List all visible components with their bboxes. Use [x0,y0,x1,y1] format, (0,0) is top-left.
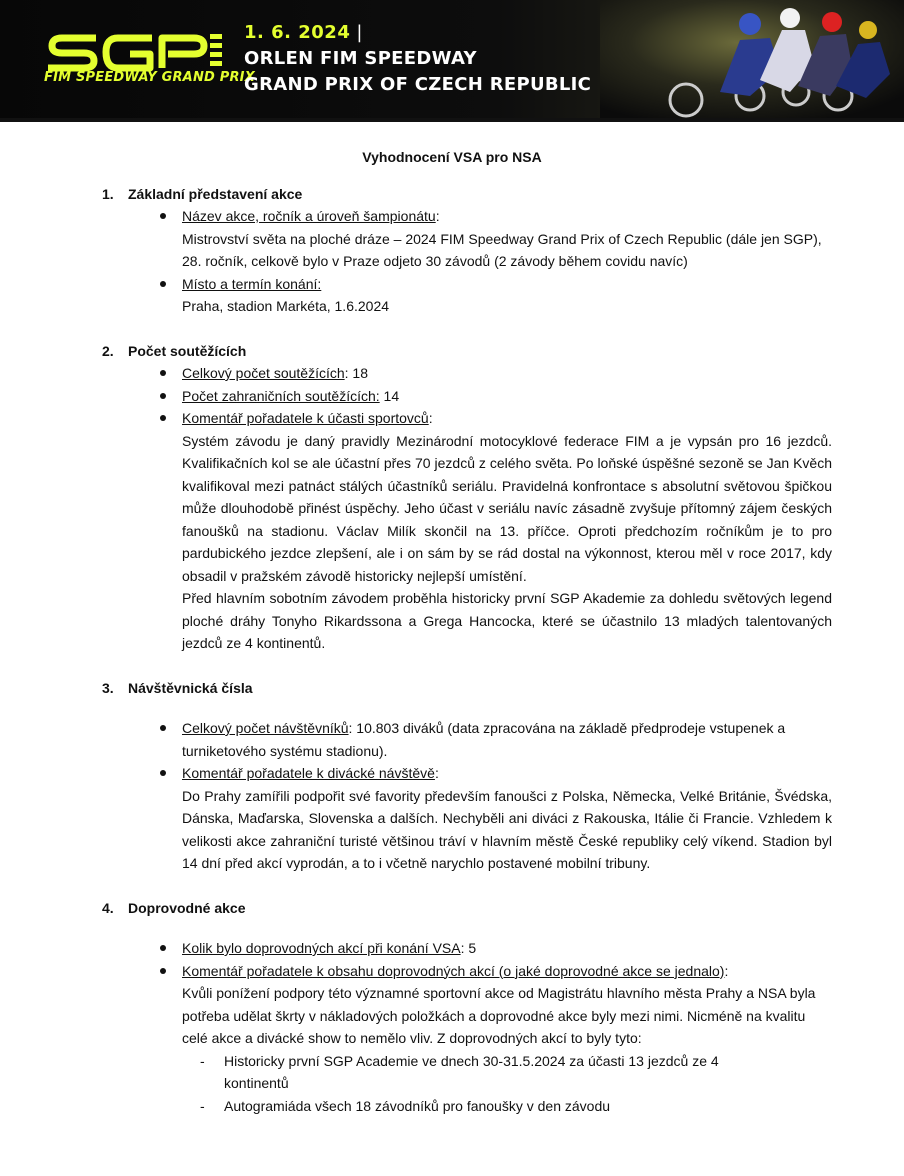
item-suffix: : 10.803 diváků (data zpracována na základě předprodeje vstupenek a turniketového systému stadionu). [182,720,786,759]
bullet-list [154,717,904,875]
item-label: Komentář pořadatele k divácké návštěvě [182,765,435,781]
dash-item: - Autogramiáda všech 18 závodníků pro fanoušky v den závodu [200,1095,784,1118]
list-item [154,762,832,875]
item-label: Kolik bylo doprovodných akcí při konání VSA [182,940,461,956]
event-date [244,22,363,43]
item-label: Název akce, ročník a úroveň šampionátu [182,208,436,224]
item-label: Komentář pořadatele k účasti sportovců [182,410,429,426]
logo-caption: FIM SPEEDWAY GRAND PRIX [44,70,255,85]
section-1 [102,183,904,318]
item-suffix: : [428,410,433,426]
section-number: 2. [102,342,114,359]
section-heading [102,340,904,363]
dash-list [200,1050,832,1118]
document-body [0,140,904,1117]
bullet-list [154,362,904,655]
section-number: 3. [102,679,114,696]
list-item [154,717,832,762]
section-title: Doprovodné akce [128,899,246,916]
event-banner [0,0,904,122]
section-heading [102,677,904,700]
item-suffix: 14 [379,387,400,404]
bullet-list [154,937,904,1117]
item-text: Mistrovství světa na ploché dráze – 2024 FIM Speedway Grand Prix of Czech Republic (dále jen SGP), 28. ročník, celkově bylo v Praze odjeto 30 závodů (2 závody během covidu navíc) [182,230,822,269]
item-suffix: : [724,962,729,979]
list-item [154,362,832,385]
section-number: 4. [102,899,114,916]
item-label: Celkový počet návštěvníků [182,720,349,736]
list-item [154,407,832,655]
section-number: 1. [102,185,114,202]
section-title: Základní představení akce [128,185,303,202]
event-title-name: GRAND PRIX OF CZECH REPUBLIC [244,74,592,95]
dash-item: - Historicky první SGP Academie ve dnech 30-31.5.2024 za účasti 13 jezdců ze 4 kontinentů [200,1050,784,1095]
event-title-line1: ORLEN FIM SPEEDWAY [244,48,477,69]
list-item [154,937,832,960]
section-3 [102,677,904,875]
section-heading [102,897,904,920]
section-4 [102,897,904,1118]
bullet-list [154,205,904,318]
section-title: Počet soutěžících [128,342,247,359]
item-label: Počet zahraničních soutěžících: [182,387,380,404]
list-item [154,385,832,408]
item-text: Praha, stadion Markéta, 1.6.2024 [182,298,390,314]
item-text: Před hlavním sobotním závodem proběhla historicky první SGP Akademie za dohledu světových legend ploché dráhy Tonyho Rikardssona a Grega Hancocka, které se účastnilo 13 mladých talentovaných jezdců ze 4 kontinentů. [182,590,832,651]
banner-divider [0,118,904,122]
sgp-logo [44,26,224,106]
item-label: Celkový počet soutěžících [182,365,345,381]
item-suffix: : 18 [344,365,368,381]
section-2 [102,340,904,655]
section-heading [102,183,904,206]
separator: | [356,22,363,43]
item-suffix: : [434,765,439,781]
list-item [154,205,832,273]
item-suffix: : [435,208,440,224]
item-text: Kvůli ponížení podpory této významné sportovní akce od Magistrátu hlavního města Prahy a NSA byla potřeba udělat škrty v nákladových položkách a doprovodné akce byly mezi nimi. Nicméně na kvalitu celé akce a divácké show to nemělo vliv. Z doprovodných akcí to byly tyto: [182,985,816,1046]
document-title: Vyhodnocení VSA pro NSA [362,149,542,165]
item-label: Komentář pořadatele k obsahu doprovodných akcí (o jaké doprovodné akce se jednalo) [182,962,725,979]
list-item [154,273,832,318]
item-text: Do Prahy zamířili podpořit své favority především fanoušci z Polska, Německa, Velké Británie, Švédska, Dánska, Maďarska, Slovenska a dalších. Nechyběli ani diváci z Rakouska, Itálie či Francie. Vzhledem k velikosti akce zahraniční turisté většinou tráví v hlavním městě České republiky celý víkend. Stadion byl 14 dní před akcí vyprodán, a to i včetně narychlo postavené mobilní tribuny. [182,787,832,871]
speedway-riders-photo [600,0,904,122]
section-title: Návštěvnická čísla [128,679,253,696]
item-text: Systém závodu je daný pravidly Mezinárodní motocyklové federace FIM a je vypsán pro 16 jezdců. Kvalifikačních kol se ale účastní přes 70 jezdců z celého světa. Po loňské úspěšné sezoně se Jan Kvěch kvalifikoval mezi patnáct stálých účastníků seriálu. Pravidelná konfrontace s absolutní světovou špičkou může dlouhodobě přinést úspěchy. Jeho účast v seriálu navíc zásadně zvyšuje přítomný zájem českých fanoušků na stadionu. Václav Milík skončil na 13. příčce. Oproti předchozím ročníkům je to pro pardubického jezdce zlepšení, ale i on sám by se rád dostal na výkonnost, kterou měl v roce 2017, kdy obsadil v pražském závodě historicky nejlepší umístění. [182,432,832,584]
list-item [154,960,832,1118]
item-suffix: : 5 [460,940,477,956]
event-date-value: 1. 6. 2024 [244,22,351,43]
item-label: Místo a termín konání: [182,275,322,292]
